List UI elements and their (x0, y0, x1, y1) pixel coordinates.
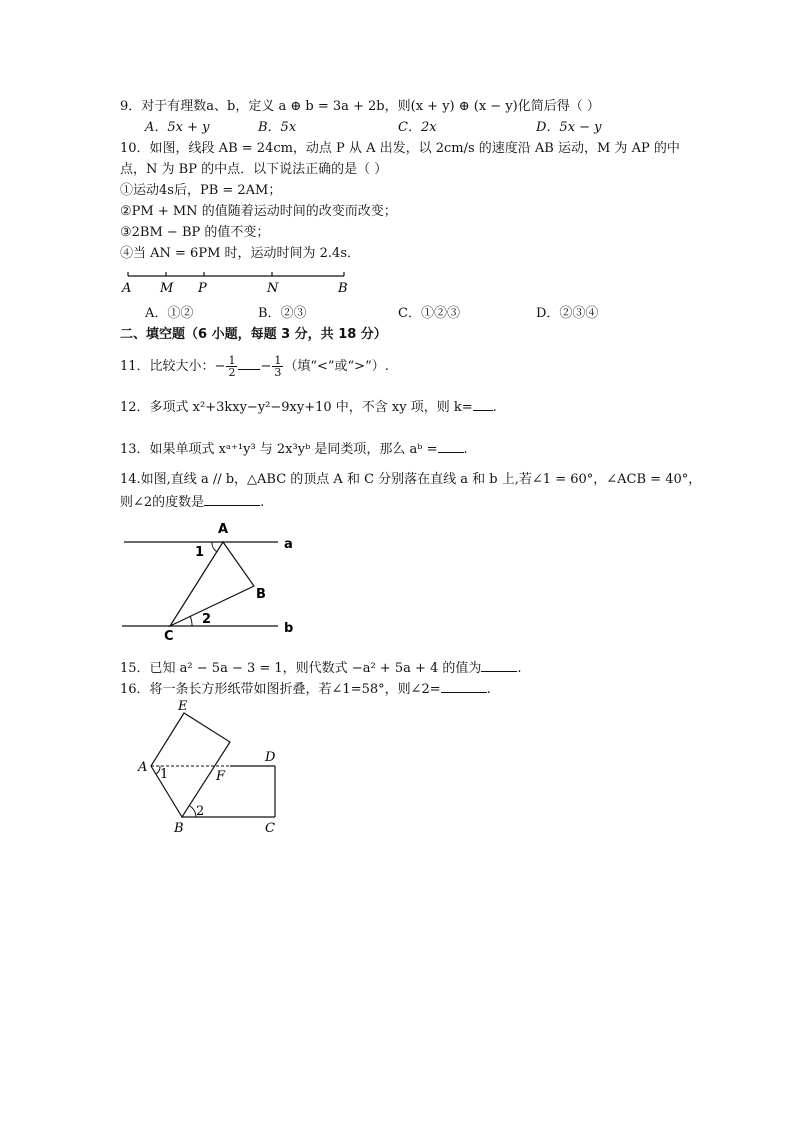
q13-line (120, 440, 468, 458)
q11-blank (238, 357, 260, 370)
q10-segment-figure (118, 268, 358, 298)
q15-line (120, 659, 522, 677)
q10-option-b: B．②③ (258, 306, 307, 321)
seg-label-p: P (198, 281, 207, 296)
q15-end: . (517, 661, 522, 676)
q9-option-d: D．5x − y (536, 120, 602, 135)
q13-blank (438, 440, 464, 453)
q11-fraction-2 (272, 355, 283, 378)
q14-line1: 14.如图,直线 a // b，△ABC 的顶点 A 和 C 分别落在直线 a 和 b 上,若∠1 = 60°，∠ACB = 40°， (120, 472, 702, 487)
q9-option-a: A．5x + y (145, 120, 210, 135)
q16-text: 16．将一条长方形纸带如图折叠，若∠1=58°，则∠2= (120, 682, 441, 697)
q16-label-F: F (216, 769, 226, 784)
q10-statement-2: ②PM + MN 的值随着运动时间的改变而改变； (120, 204, 397, 219)
q10-option-a: A．①② (145, 306, 194, 321)
q16-label-E: E (178, 699, 188, 714)
q13-text: 13．如果单项式 xᵃ⁺¹y³ 与 2x³yᵇ 是同类项，那么 aᵇ = (120, 442, 438, 457)
q15-text: 15．已知 a² − 5a − 3 = 1，则代数式 −a² + 5a + 4 的值为 (120, 661, 482, 676)
q11-suffix: （填“<”或“>”）. (284, 359, 389, 374)
q14-label-b: b (284, 621, 294, 636)
q14-label-1: 1 (195, 545, 205, 560)
q12-blank (473, 398, 493, 411)
q14-label-a: a (284, 537, 293, 552)
seg-label-b: B (338, 281, 348, 296)
q14-label-A: A (218, 522, 229, 537)
q16-label-A: A (138, 760, 148, 775)
seg-label-m: M (160, 281, 174, 296)
q14-blank (204, 493, 260, 506)
q14-line2-text: 则∠2的度数是 (120, 495, 205, 510)
q10-statement-1: ①运动4s后，PB = 2AM； (120, 183, 282, 198)
q16-label-C: C (265, 821, 275, 836)
q16-folded-strip-figure (134, 700, 314, 840)
seg-label-a: A (122, 281, 132, 296)
q10-statement-4: ④当 AN = 6PM 时，运动时间为 2.4s． (120, 246, 360, 261)
q12-text: 12．多项式 x²+3kxy−y²−9xy+10 中，不含 xy 项，则 k= (120, 400, 473, 415)
q11-line (120, 353, 389, 381)
q12-line (120, 398, 497, 416)
q11-frac2-num: 1 (274, 354, 282, 367)
q9-option-c: C．2x (398, 120, 437, 135)
q9-option-b: B．5x (258, 120, 297, 135)
q14-label-B: B (256, 587, 266, 602)
q9-stem: 9．对于有理数a、b，定义 a ⊕ b = 3a + 2b，则(x + y) ⊕ (x − y)化简后得（ ） (120, 99, 600, 114)
q13-end: . (463, 442, 468, 457)
q14-label-2: 2 (202, 612, 212, 627)
seg-label-n: N (267, 281, 279, 296)
q10-statement-3: ③2BM − BP 的值不变； (120, 225, 270, 240)
q16-end: . (486, 682, 491, 697)
q11-frac2-den: 3 (274, 366, 282, 379)
q16-blank (441, 680, 487, 693)
q11-mid: − (260, 359, 272, 374)
q11-prefix: 11．比较大小：− (120, 359, 226, 374)
q16-line (120, 680, 491, 698)
section2-heading: 二、填空题（6 小题，每题 3 分，共 18 分） (120, 327, 387, 342)
q14-line2 (120, 493, 264, 511)
q12-end: . (492, 400, 497, 415)
q15-blank (481, 659, 517, 672)
q14-end: . (260, 495, 265, 510)
q16-label-2: 2 (196, 804, 205, 819)
q16-label-D: D (265, 750, 276, 765)
q16-label-1: 1 (160, 767, 169, 782)
q11-fraction-1 (226, 355, 237, 378)
q14-label-C: C (164, 629, 174, 644)
q16-label-B: B (174, 821, 184, 836)
q11-frac1-num: 1 (228, 354, 236, 367)
q14-parallel-lines-figure (118, 516, 318, 646)
q10-option-d: D．②③④ (536, 306, 599, 321)
q11-frac1-den: 2 (228, 366, 236, 379)
q10-option-c: C．①②③ (398, 306, 460, 321)
q10-stem-line1: 10．如图，线段 AB = 24cm，动点 P 从 A 出发，以 2cm/s 的速度沿 AB 运动，M 为 AP 的中 (120, 141, 680, 156)
q10-stem-line2: 点，N 为 BP 的中点．以下说法正确的是（ ） (120, 162, 388, 177)
